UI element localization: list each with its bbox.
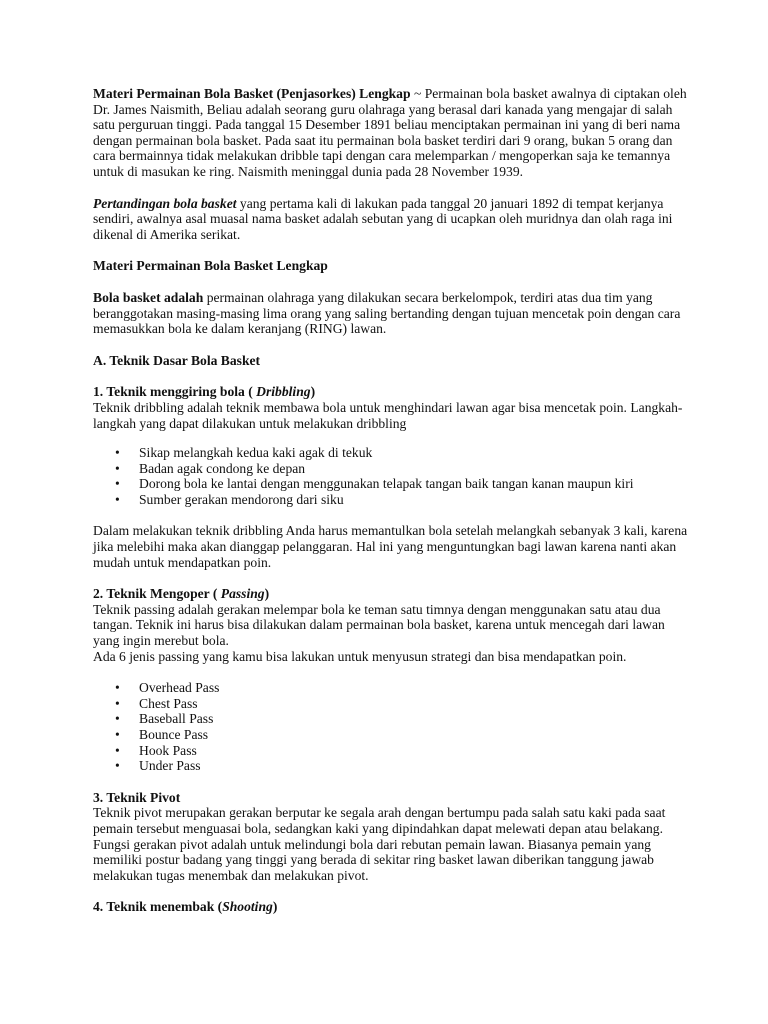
passing-heading: 2. Teknik Mengoper ( Passing)	[93, 586, 270, 602]
history-paragraph	[93, 196, 688, 243]
list-item: • Badan agak condong ke depan	[115, 460, 306, 476]
list-item: • Overhead Pass	[115, 680, 220, 696]
list-item: • Sikap melangkah kedua kaki agak di tekuk	[115, 445, 373, 461]
definition-lead: Bola basket adalah	[93, 289, 204, 305]
dribbling-after-text: Dalam melakukan teknik dribbling Anda harus memantulkan bola setelah melangkah sebanyak 3 kali, karena jika melebihi maka akan dianggap pelanggaran. Hal ini yang menguntungkan bagi lawan karena nanti akan mudah untuk mendapatkan poin.	[93, 523, 688, 570]
list-item: • Sumber gerakan mendorong dari siku	[115, 491, 344, 507]
pivot-heading: 3. Teknik Pivot	[93, 789, 181, 805]
list-item: • Under Pass	[115, 758, 201, 774]
intro-text: ~ Permainan bola basket awalnya di ciptakan oleh Dr. James Naismith, Beliau adalah seorang guru olahraga yang berasal dari kanada yang mengajar di salah satu perguruan tinggi. Pada tanggal 15 Desember 1891 beliau menciptakan permainan ini yang di beri nama dengan permainan bola basket. Pada saat itu permainan bola basket terdiri dari 9 orang, bukan 5 orang dan cara bermainnya tidak melakukan dribble tapi dengan cara melemparkan / mengoperkan saja ke temannya untuk di masukan ke ring. Naismith meninggal dunia pada 28 November 1939.	[93, 86, 687, 179]
history-lead: Pertandingan bola basket	[93, 195, 237, 211]
definition-text: permainan olahraga yang dilakukan secara berkelompok, terdiri atas dua tim yang beranggotakan masing-masing lima orang yang saling bertanding dengan tujuan mencetak poin dengan cara memasukkan bola ke dalam keranjang (RING) lawan.	[93, 289, 681, 337]
list-item: • Baseball Pass	[115, 711, 214, 727]
list-item: • Hook Pass	[115, 742, 197, 758]
dribbling-list	[93, 445, 688, 507]
list-item: • Dorong bola ke lantai dengan menggunakan telapak tangan baik tangan kanan maupun kiri	[115, 476, 634, 492]
history-text: yang pertama kali di lakukan pada tanggal 20 januari 1892 di tempat kerjanya sendiri, awalnya asal muasal nama basket adalah sebutan yang di ucapkan oleh muridnya dan olah raga ini dikenal di Amerika serikat.	[93, 195, 673, 242]
pivot-text: Teknik pivot merupakan gerakan berputar ke segala arah dengan bertumpu pada salah satu kaki pada saat pemain tersebut menguasai bola, sedangkan kaki yang dipindahkan dapat melewati depan atau belakang. Fungsi gerakan pivot adalah untuk melindungi bola dari rebutan pemain lawan. Biasanya pemain yang memiliki postur badang yang tinggi yang berada di sekitar ring basket lawan diberikan tanggung jawab melakukan tugas menembak dan melakukan pivot.	[93, 805, 666, 883]
dribbling-text: Teknik dribbling adalah teknik membawa bola untuk menghindari lawan agar bisa mencetak poin. Langkah-langkah yang dapat dilakukan untuk melakukan dribbling	[93, 399, 683, 431]
shooting-heading: 4. Teknik menembak (Shooting)	[93, 899, 278, 915]
intro-paragraph	[93, 86, 688, 180]
intro-title: Materi Permainan Bola Basket (Penjasorkes) Lengkap	[93, 86, 411, 101]
passing-text-2: Ada 6 jenis passing yang kamu bisa lakukan untuk menyusun strategi dan bisa mendapatkan poin.	[93, 648, 627, 664]
section-a-heading: A. Teknik Dasar Bola Basket	[93, 352, 261, 368]
list-item: • Bounce Pass	[115, 727, 209, 742]
passing-text: Teknik passing adalah gerakan melempar bola ke teman satu timnya dengan menggunakan satu atau dua tangan. Teknik ini harus bisa dilakukan dalam permainan bola basket, karena untuk mencegah dari lawan yang ingin merebut bola.	[93, 601, 665, 649]
materi-heading: Materi Permainan Bola Basket Lengkap	[93, 258, 328, 274]
passing-list	[93, 680, 688, 774]
dribbling-heading: 1. Teknik menggiring bola ( Dribbling)	[93, 384, 316, 400]
list-item: • Chest Pass	[115, 695, 198, 711]
definition-paragraph	[93, 290, 688, 337]
